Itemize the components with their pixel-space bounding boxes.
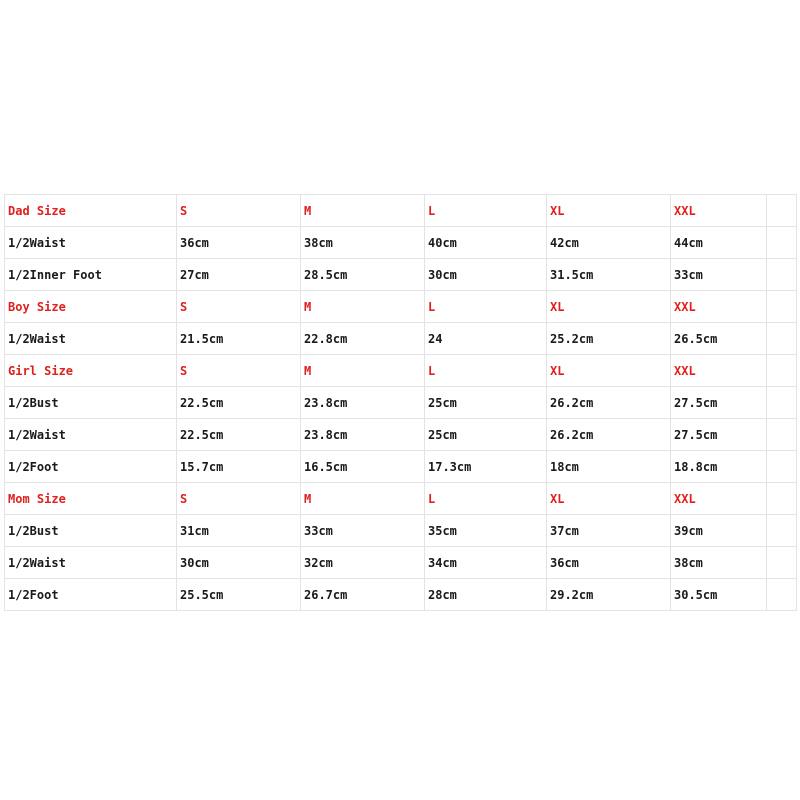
measurement-value: 23.8cm xyxy=(301,419,425,451)
empty-cell xyxy=(767,259,797,291)
measurement-value: 26.2cm xyxy=(547,387,671,419)
measurement-value: 18cm xyxy=(547,451,671,483)
empty-cell xyxy=(767,579,797,611)
size-label: L xyxy=(425,195,547,227)
size-label: XL xyxy=(547,195,671,227)
empty-cell xyxy=(767,547,797,579)
empty-cell xyxy=(767,355,797,387)
size-group-label: Dad Size xyxy=(5,195,177,227)
size-label: L xyxy=(425,291,547,323)
measurement-value: 24 xyxy=(425,323,547,355)
measurement-value: 22.5cm xyxy=(177,419,301,451)
measurement-value: 25.5cm xyxy=(177,579,301,611)
measurement-value: 38cm xyxy=(301,227,425,259)
empty-cell xyxy=(767,515,797,547)
measurement-value: 36cm xyxy=(177,227,301,259)
measurement-value: 22.8cm xyxy=(301,323,425,355)
measurement-value: 16.5cm xyxy=(301,451,425,483)
measurement-value: 31.5cm xyxy=(547,259,671,291)
size-label: XXL xyxy=(671,483,767,515)
measurement-value: 15.7cm xyxy=(177,451,301,483)
empty-cell xyxy=(767,451,797,483)
size-group-label: Mom Size xyxy=(5,483,177,515)
measurement-value: 26.2cm xyxy=(547,419,671,451)
empty-cell xyxy=(767,419,797,451)
size-label: M xyxy=(301,355,425,387)
measurement-row xyxy=(5,259,797,291)
size-label: XL xyxy=(547,355,671,387)
measurement-value: 30cm xyxy=(425,259,547,291)
empty-cell xyxy=(767,195,797,227)
measurement-row xyxy=(5,387,797,419)
measurement-value: 27cm xyxy=(177,259,301,291)
empty-cell xyxy=(767,227,797,259)
measurement-value: 39cm xyxy=(671,515,767,547)
measurement-value: 32cm xyxy=(301,547,425,579)
measurement-row xyxy=(5,323,797,355)
size-label: M xyxy=(301,291,425,323)
size-header-row xyxy=(5,291,797,323)
measurement-value: 17.3cm xyxy=(425,451,547,483)
measurement-label: 1/2Waist xyxy=(5,419,177,451)
measurement-label: 1/2Foot xyxy=(5,579,177,611)
size-label: S xyxy=(177,291,301,323)
size-label: S xyxy=(177,195,301,227)
measurement-value: 28.5cm xyxy=(301,259,425,291)
measurement-value: 29.2cm xyxy=(547,579,671,611)
measurement-value: 40cm xyxy=(425,227,547,259)
measurement-label: 1/2Bust xyxy=(5,515,177,547)
measurement-label: 1/2Waist xyxy=(5,547,177,579)
size-group-label: Boy Size xyxy=(5,291,177,323)
measurement-row xyxy=(5,227,797,259)
empty-cell xyxy=(767,387,797,419)
measurement-label: 1/2Foot xyxy=(5,451,177,483)
measurement-value: 28cm xyxy=(425,579,547,611)
measurement-row xyxy=(5,515,797,547)
measurement-value: 26.5cm xyxy=(671,323,767,355)
measurement-value: 44cm xyxy=(671,227,767,259)
size-label: XL xyxy=(547,483,671,515)
measurement-value: 30cm xyxy=(177,547,301,579)
measurement-row xyxy=(5,419,797,451)
size-header-row xyxy=(5,195,797,227)
measurement-value: 21.5cm xyxy=(177,323,301,355)
measurement-value: 25.2cm xyxy=(547,323,671,355)
measurement-value: 38cm xyxy=(671,547,767,579)
measurement-value: 25cm xyxy=(425,387,547,419)
measurement-value: 37cm xyxy=(547,515,671,547)
measurement-value: 42cm xyxy=(547,227,671,259)
size-label: S xyxy=(177,355,301,387)
size-group-label: Girl Size xyxy=(5,355,177,387)
size-label: XXL xyxy=(671,195,767,227)
measurement-value: 30.5cm xyxy=(671,579,767,611)
size-label: S xyxy=(177,483,301,515)
measurement-value: 23.8cm xyxy=(301,387,425,419)
measurement-row xyxy=(5,579,797,611)
measurement-value: 22.5cm xyxy=(177,387,301,419)
measurement-value: 34cm xyxy=(425,547,547,579)
measurement-value: 25cm xyxy=(425,419,547,451)
measurement-value: 33cm xyxy=(301,515,425,547)
measurement-value: 31cm xyxy=(177,515,301,547)
size-label: L xyxy=(425,355,547,387)
measurement-value: 36cm xyxy=(547,547,671,579)
measurement-label: 1/2Inner Foot xyxy=(5,259,177,291)
empty-cell xyxy=(767,483,797,515)
measurement-label: 1/2Waist xyxy=(5,323,177,355)
size-header-row xyxy=(5,483,797,515)
empty-cell xyxy=(767,323,797,355)
size-label: M xyxy=(301,483,425,515)
measurement-value: 26.7cm xyxy=(301,579,425,611)
measurement-label: 1/2Waist xyxy=(5,227,177,259)
measurement-value: 18.8cm xyxy=(671,451,767,483)
size-label: XL xyxy=(547,291,671,323)
size-label: XXL xyxy=(671,291,767,323)
measurement-row xyxy=(5,547,797,579)
measurement-value: 27.5cm xyxy=(671,419,767,451)
size-label: XXL xyxy=(671,355,767,387)
size-label: M xyxy=(301,195,425,227)
size-label: L xyxy=(425,483,547,515)
measurement-row xyxy=(5,451,797,483)
size-chart-table xyxy=(4,194,797,611)
empty-cell xyxy=(767,291,797,323)
measurement-value: 33cm xyxy=(671,259,767,291)
measurement-value: 27.5cm xyxy=(671,387,767,419)
measurement-value: 35cm xyxy=(425,515,547,547)
measurement-label: 1/2Bust xyxy=(5,387,177,419)
size-header-row xyxy=(5,355,797,387)
size-chart-body xyxy=(5,195,797,611)
